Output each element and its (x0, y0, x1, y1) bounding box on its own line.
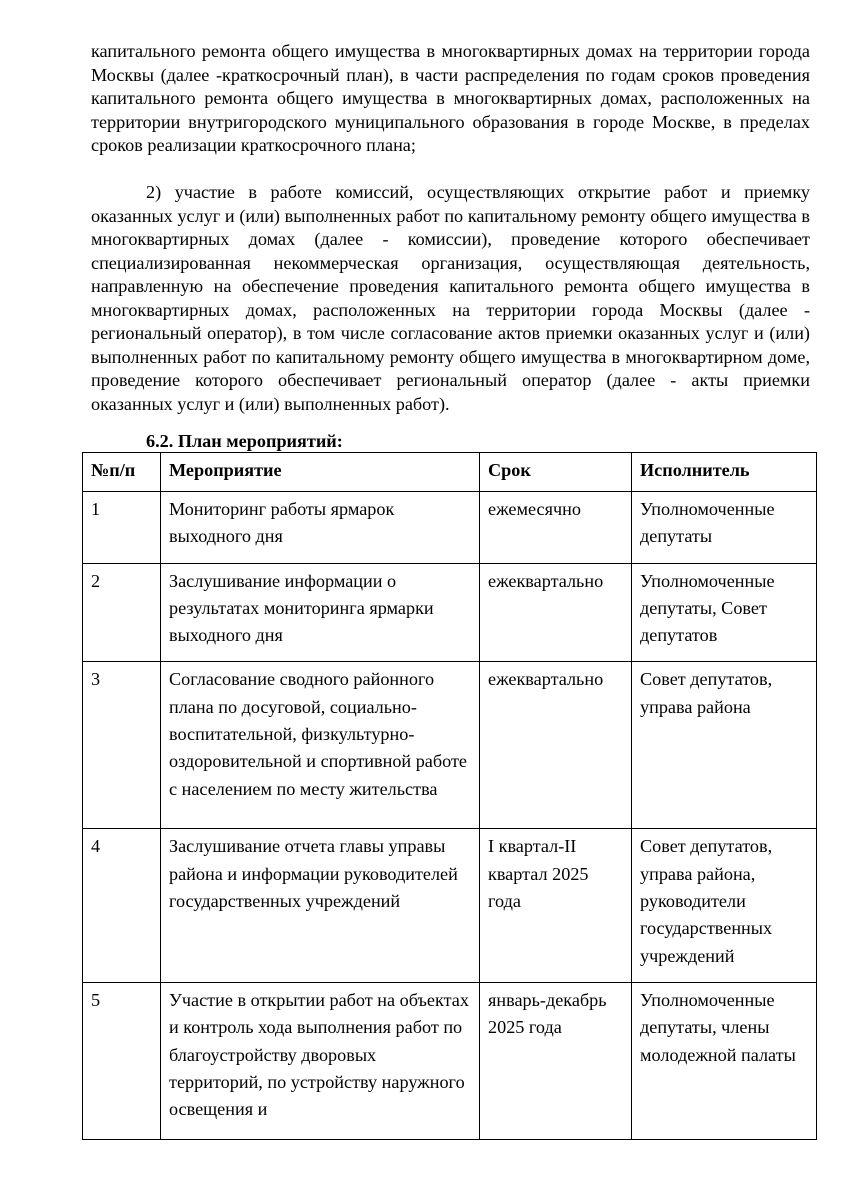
header-deadline: Срок (480, 453, 632, 492)
cell-executor: Совет депутатов, управа района (632, 662, 817, 829)
cell-executor: Совет депутатов, управа района, руководители государственных учреждений (632, 829, 817, 982)
cell-deadline: ежеквартально (480, 662, 632, 829)
paragraph-capital-repair-plan: капитального ремонта общего имущества в многоквартирных домах на территории города Москвы (далее -краткосрочный план), в части распределения по годам сроков проведения капитального ремонта общего имущества в многоквартирных домах, расположенных на территории внутригородского муниципального образования в городе Москве, в пределах сроков реализации краткосрочного плана; (91, 41, 810, 155)
cell-deadline: ежемесячно (480, 492, 632, 564)
header-number: №п/п (83, 453, 161, 492)
table-row (83, 563, 817, 662)
cell-executor: Уполномоченные депутаты (632, 492, 817, 564)
cell-number: 4 (83, 829, 161, 982)
cell-deadline: I квартал-II квартал 2025 года (480, 829, 632, 982)
paragraph-commission-participation: 2) участие в работе комиссий, осуществляющих открытие работ и приемку оказанных услуг и (или) выполненных работ по капитальному ремонту общего имущества в многоквартирных домах (далее - комиссии), проведение которого обеспечивает специализированная некоммерческая организация, осуществляющая деятельность, направленную на обеспечение проведения капитального ремонта общего имущества в многоквартирных домах, расположенных на территории города Москвы (далее - региональный оператор), в том числе согласование актов приемки оказанных услуг и (или) выполненных работ по капитальному ремонту общего имущества в многоквартирном доме, проведение которого обеспечивает региональный оператор (далее - акты приемки оказанных услуг и (или) выполненных работ). (91, 182, 810, 414)
cell-number: 1 (83, 492, 161, 564)
header-executor: Исполнитель (632, 453, 817, 492)
action-plan-table (82, 452, 817, 1140)
table-row (83, 662, 817, 829)
cell-number: 3 (83, 662, 161, 829)
table-row (83, 982, 817, 1139)
cell-deadline: январь-декабрь 2025 года (480, 982, 632, 1139)
cell-executor: Уполномоченные депутаты, члены молодежной палаты (632, 982, 817, 1139)
table-row (83, 829, 817, 982)
cell-activity: Мониторинг работы ярмарок выходного дня (161, 492, 480, 564)
cell-activity: Согласование сводного районного плана по досуговой, социально-воспитательной, физкультурно-оздоровительной и спортивной работе с населением по месту жительства (161, 662, 480, 829)
header-activity: Мероприятие (161, 453, 480, 492)
cell-activity: Заслушивание информации о результатах мониторинга ярмарки выходного дня (161, 563, 480, 662)
cell-deadline: ежеквартально (480, 563, 632, 662)
cell-number: 5 (83, 982, 161, 1139)
table-row (83, 492, 817, 564)
cell-executor: Уполномоченные депутаты, Совет депутатов (632, 563, 817, 662)
cell-number: 2 (83, 563, 161, 662)
table-header-row (83, 453, 817, 492)
section-heading-action-plan: 6.2. План мероприятий: (146, 431, 343, 451)
cell-activity: Заслушивание отчета главы управы района и информации руководителей государственных учреждений (161, 829, 480, 982)
cell-activity: Участие в открытии работ на объектах и контроль хода выполнения работ по благоустройству дворовых территорий, по устройству наружного освещения и (161, 982, 480, 1139)
